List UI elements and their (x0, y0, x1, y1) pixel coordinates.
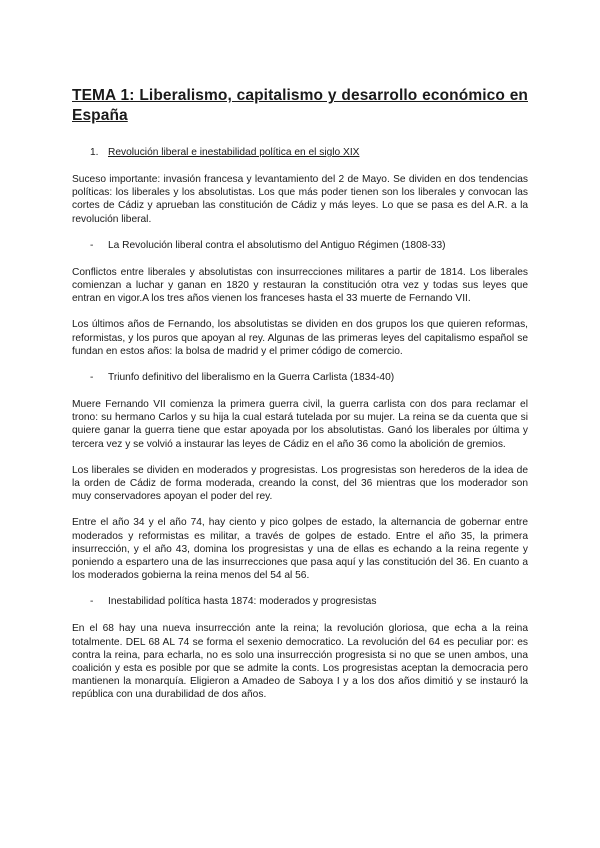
paragraph-2: Conflictos entre liberales y absolutistas con insurrecciones militares a partir de 1814. Los liberales comienzan a luchar y ganan en 1820 y restauran la constitución otra vez y todas sus leyes que entran en vigor.A los tres años vienen los franceses hasta el 33 muerte de Fernando VII. (72, 266, 528, 305)
section-heading-1 (72, 146, 528, 160)
section-number: 1. (90, 147, 99, 158)
document-page (72, 86, 528, 715)
subheading-dash: - (90, 596, 94, 608)
subheading-text: La Revolución liberal contra el absolutismo del Antiguo Régimen (1808-33) (108, 239, 446, 251)
paragraph-6: Entre el año 34 y el año 74, hay ciento y pico golpes de estado, la alternancia de gobernar entre moderados y reformistas es militar, a través de golpes de estado. Entre el año 35, la primera insurrección, y el año 43, domina los progresistas y una de ellas es echando a la reina regente y poniendo a espartero una de las insurrecciones que pasa aquí y las constitución del 36. En cuanto a los moderados gobierna la reina menos del 54 al 56. (72, 517, 528, 582)
subheading-dash: - (90, 239, 94, 251)
subheading-dash: - (90, 372, 94, 384)
paragraph-3: Los últimos años de Fernando, los absolutistas se dividen en dos grupos los que quieren reformas, reformistas, y los puros que apoyan al rey. Algunas de las primeras leyes del capitalismo español se fundan en estos años: la bolsa de madrid y el primer código de comercio. (72, 319, 528, 357)
subheading-1 (72, 239, 528, 253)
subheading-3 (72, 595, 528, 609)
paragraph-1: Suceso importante: invasión francesa y levantamiento del 2 de Mayo. Se dividen en dos tendencias políticas: los liberales y los absolutistas. Los que más poder tienen son los liberales y convocan las cortes de Cádiz y aprueban las constitución de Cádiz y más leyes. Lo que se pasa es del A.R. a la revolución liberal. (72, 174, 528, 225)
subheading-text: Inestabilidad política hasta 1874: moderados y progresistas (108, 596, 377, 608)
paragraph-5: Los liberales se dividen en moderados y progresistas. Los progresistas son herederos de la idea de la orden de Cádiz de forma moderada, creando la const, del 36 mientras que los moderador son muy conservadores apoyan el poder del rey. (72, 464, 528, 503)
paragraph-4: Muere Fernando VII comienza la primera guerra civil, la guerra carlista con dos para reclamar el trono: su hermano Carlos y su hija la cual estará tutelada por su mujer. La reina se da cuenta que si quiere ganar la guerra tiene que estar apoyada por los absolutistas. Ganó los liberales por última y tercera vez y se volvió a instaurar las leyes de Cádiz en el año 36 como la abolición de gremios. (72, 399, 528, 450)
paragraph-7: En el 68 hay una nueva insurrección ante la reina; la revolución gloriosa, que echa a la reina totalmente. DEL 68 AL 74 se forma el sexenio democratico. La revolución del 64 es peculiar por: es contra la reina, para echarla, no es solo una insurrección progresista si no que se unen ambos, una coalición y esta es posible por que se admite la conts. Los progresistas aceptan la democracia pero mantienen la monarquía. Eligieron a Amadeo de Saboya I y a los dos años dimitió y se instauró la república con una durabilidad de dos años. (72, 623, 528, 701)
subheading-text: Triunfo definitivo del liberalismo en la Guerra Carlista (1834-40) (108, 372, 395, 384)
subheading-2 (72, 371, 528, 385)
section-heading-text: Revolución liberal e inestabilidad política en el siglo XIX (108, 147, 360, 158)
document-title: TEMA 1: Liberalismo, capitalismo y desarrollo económico en España (72, 87, 528, 124)
